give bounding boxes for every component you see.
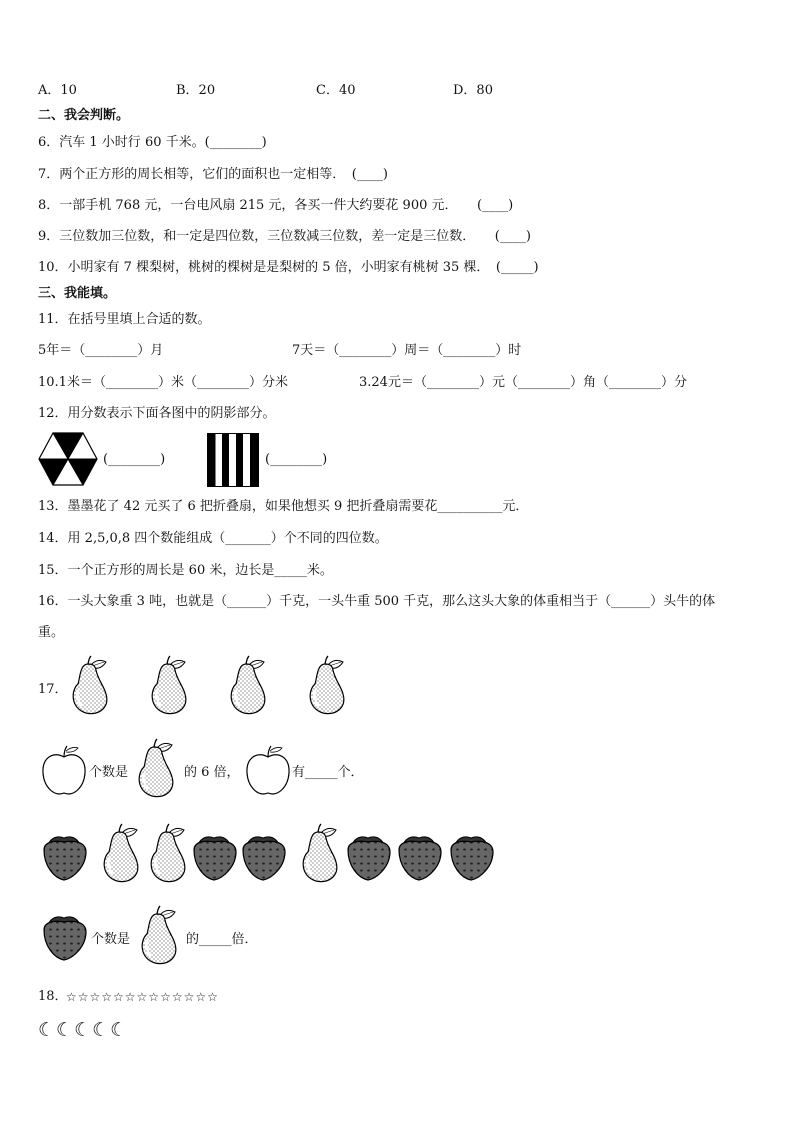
pear-icon bbox=[99, 824, 141, 886]
question-11-title: 11．在括号里填上合适的数。 bbox=[38, 312, 211, 327]
pear-icon bbox=[137, 906, 179, 968]
question-13: 13．墨墨花了 42 元买了 6 把折叠扇，如果他想买 9 把折叠扇需要花__________元． bbox=[38, 499, 529, 514]
apple-icon bbox=[244, 745, 292, 797]
pear-icon bbox=[146, 824, 188, 886]
option-c: C．40 bbox=[316, 83, 356, 98]
section-2-title: 二、我会判断。 bbox=[38, 108, 130, 123]
question-6: 6．汽车 1 小时行 60 千米。(________) bbox=[38, 135, 267, 150]
q17-text-e: 的_____倍． bbox=[186, 932, 258, 947]
strawberry-icon bbox=[40, 912, 90, 964]
strawberry-icon bbox=[344, 832, 394, 884]
question-15: 15．一个正方形的周长是 60 米，边长是_____米。 bbox=[38, 563, 333, 578]
option-b: B．20 bbox=[176, 83, 216, 98]
option-d: D．80 bbox=[453, 83, 493, 98]
pear-icon bbox=[298, 824, 340, 886]
q12-blank-1: (________) bbox=[103, 452, 166, 467]
q17-text-a: 个数是 bbox=[89, 765, 129, 780]
star-row: ☆☆☆☆☆☆☆☆☆☆☆☆☆ bbox=[66, 990, 219, 1004]
question-7: 7．两个正方形的周长相等，它们的面积也一定相等． (____) bbox=[38, 167, 388, 182]
question-14: 14．用 2,5,0,8 四个数能组成（_______）个不同的四位数。 bbox=[38, 531, 388, 546]
q17-text-d: 个数是 bbox=[91, 932, 131, 947]
option-a: A．10 bbox=[38, 83, 77, 98]
q11-item-d: 3.24元＝（________）元（________）角（________）分 bbox=[359, 375, 687, 390]
question-8: 8．一部手机 768 元，一台电风扇 215 元，各买一件大约要花 900 元． (____) bbox=[38, 198, 514, 213]
question-16-line-2: 重。 bbox=[38, 625, 65, 640]
q11-item-a: 5年＝（________）月 bbox=[38, 343, 164, 358]
question-16-line-1: 16．一头大象重 3 吨，也就是（______）千克，一头牛重 500 千克，那么这头大象的体重相当于（______）头牛的体 bbox=[38, 594, 716, 609]
q11-item-c: 10.1米＝（________）米（________）分米 bbox=[38, 375, 288, 390]
strawberry-icon bbox=[40, 832, 90, 884]
pear-icon bbox=[226, 656, 268, 718]
question-9: 9．三位数加三位数，和一定是四位数，三位数减三位数，差一定是三位数． (____) bbox=[38, 229, 531, 244]
question-10: 10．小明家有 7 棵梨树，桃树的棵树是是梨树的 5 倍，小明家有桃树 35 棵． (_____) bbox=[38, 260, 539, 275]
pear-icon bbox=[305, 656, 347, 718]
q11-item-b: 7天＝（________）周＝（________）时 bbox=[292, 343, 522, 358]
q17-text-c: 有_____个． bbox=[292, 765, 364, 780]
apple-icon bbox=[40, 745, 88, 797]
strawberry-icon bbox=[239, 832, 289, 884]
strawberry-icon bbox=[447, 832, 497, 884]
q17-text-b: 的 6 倍， bbox=[184, 765, 240, 780]
moon-row: ☾☾☾☾☾ bbox=[38, 1019, 129, 1041]
pear-icon bbox=[147, 656, 189, 718]
pear-icon bbox=[68, 656, 110, 718]
strawberry-icon bbox=[395, 832, 445, 884]
shaded-stripes-figure bbox=[207, 433, 259, 487]
q12-blank-2: (________) bbox=[265, 452, 328, 467]
shaded-hexagon-figure bbox=[38, 432, 98, 486]
question-12-title: 12．用分数表示下面各图中的阴影部分。 bbox=[38, 406, 276, 421]
strawberry-icon bbox=[190, 832, 240, 884]
question-18-label: 18． bbox=[38, 989, 68, 1004]
section-3-title: 三、我能填。 bbox=[38, 286, 117, 301]
pear-icon bbox=[134, 739, 176, 801]
question-17-label: 17． bbox=[38, 682, 68, 697]
